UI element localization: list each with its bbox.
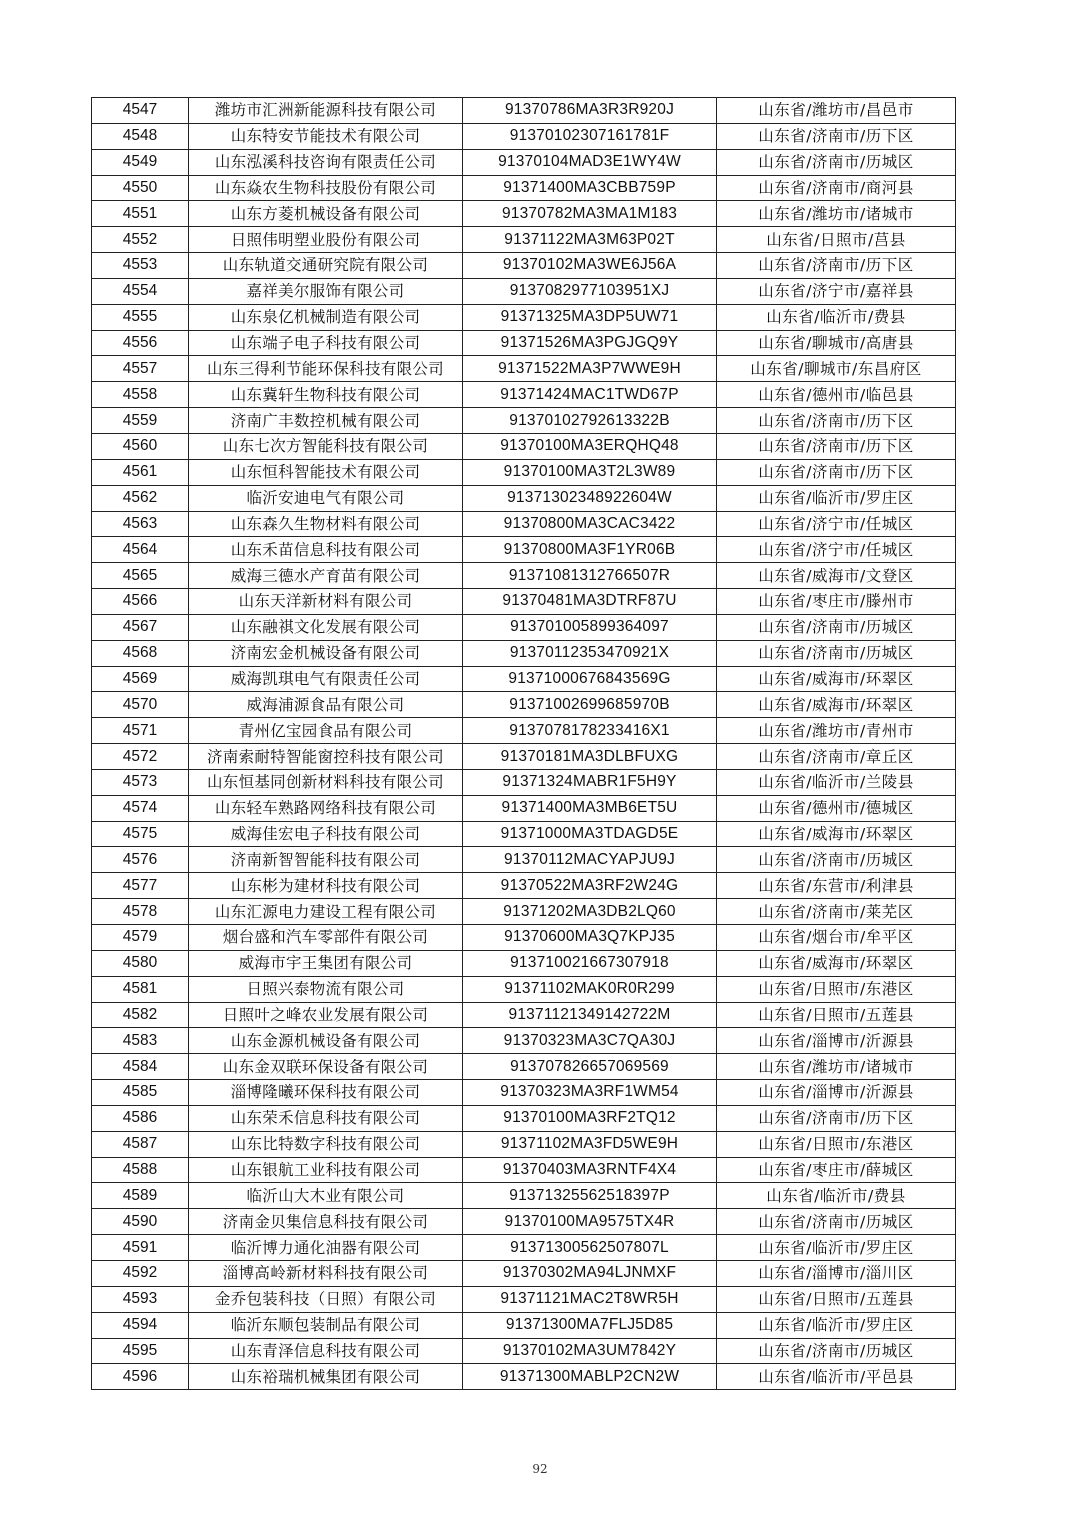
company-name-cell: 山东森久生物材料有限公司 [189,511,463,537]
region-cell: 山东省/聊城市/高唐县 [717,330,956,356]
company-name-cell: 临沂安迪电气有限公司 [189,485,463,511]
region-cell: 山东省/临沂市/平邑县 [717,1364,956,1390]
credit-code-cell: 91371000MA3TDAGD5E [463,821,717,847]
region-cell: 山东省/济南市/商河县 [717,175,956,201]
company-name-cell: 山东汇源电力建设工程有限公司 [189,899,463,925]
row-number-cell: 4587 [92,1131,189,1157]
row-number-cell: 4582 [92,1002,189,1028]
credit-code-cell: 91370102792613322B [463,408,717,434]
company-name-cell: 日照兴泰物流有限公司 [189,976,463,1002]
row-number-cell: 4581 [92,976,189,1002]
table-row [92,976,956,1002]
credit-code-cell: 91370403MA3RNTF4X4 [463,1157,717,1183]
region-cell: 山东省/临沂市/罗庄区 [717,485,956,511]
region-cell: 山东省/济南市/历城区 [717,149,956,175]
credit-code-cell: 91371300562507807L [463,1235,717,1261]
row-number-cell: 4568 [92,640,189,666]
company-name-cell: 山东融祺文化发展有限公司 [189,614,463,640]
table-row [92,563,956,589]
credit-code-cell: 91371300MABLP2CN2W [463,1364,717,1390]
row-number-cell: 4566 [92,589,189,615]
credit-code-cell: 91371400MA3MB6ET5U [463,795,717,821]
company-name-cell: 威海三德水产育苗有限公司 [189,563,463,589]
credit-code-cell: 91370481MA3DTRF87U [463,589,717,615]
company-name-cell: 济南金贝集信息科技有限公司 [189,1209,463,1235]
credit-code-cell: 91370100MA3RF2TQ12 [463,1105,717,1131]
company-name-cell: 日照叶之峰农业发展有限公司 [189,1002,463,1028]
region-cell: 山东省/日照市/东港区 [717,1131,956,1157]
row-number-cell: 4596 [92,1364,189,1390]
table-row [92,925,956,951]
company-name-cell: 潍坊市汇洲新能源科技有限公司 [189,98,463,124]
table-row [92,950,956,976]
table-row [92,201,956,227]
table-row [92,1338,956,1364]
company-name-cell: 山东恒科智能技术有限公司 [189,459,463,485]
credit-code-cell: 91371081312766507R [463,563,717,589]
company-name-cell: 山东泉亿机械制造有限公司 [189,304,463,330]
region-cell: 山东省/济南市/历下区 [717,1105,956,1131]
row-number-cell: 4554 [92,278,189,304]
table-row [92,1312,956,1338]
credit-code-cell: 91370800MA3F1YR06B [463,537,717,563]
table-row [92,847,956,873]
row-number-cell: 4551 [92,201,189,227]
region-cell: 山东省/济南市/历下区 [717,408,956,434]
row-number-cell: 4548 [92,123,189,149]
table-row [92,614,956,640]
credit-code-cell: 91370323MA3C7QA30J [463,1028,717,1054]
row-number-cell: 4570 [92,692,189,718]
table-row [92,485,956,511]
credit-code-cell: 91370112MACYAPJU9J [463,847,717,873]
region-cell: 山东省/威海市/环翠区 [717,666,956,692]
row-number-cell: 4557 [92,356,189,382]
table-row [92,1235,956,1261]
credit-code-cell: 91370104MAD3E1WY4W [463,149,717,175]
region-cell: 山东省/济南市/历城区 [717,1338,956,1364]
company-name-cell: 山东七次方智能科技有限公司 [189,433,463,459]
credit-code-cell: 91371102MAK0R0R299 [463,976,717,1002]
credit-code-cell: 91370522MA3RF2W24G [463,873,717,899]
row-number-cell: 4560 [92,433,189,459]
credit-code-cell: 913707826657069569 [463,1054,717,1080]
company-name-cell: 山东泓溪科技咨询有限责任公司 [189,149,463,175]
credit-code-cell: 91370100MA9575TX4R [463,1209,717,1235]
region-cell: 山东省/济南市/历下区 [717,459,956,485]
row-number-cell: 4588 [92,1157,189,1183]
row-number-cell: 4580 [92,950,189,976]
region-cell: 山东省/济南市/历下区 [717,433,956,459]
region-cell: 山东省/临沂市/费县 [717,1183,956,1209]
company-name-cell: 山东荣禾信息科技有限公司 [189,1105,463,1131]
row-number-cell: 4571 [92,718,189,744]
company-name-cell: 山东冀轩生物科技有限公司 [189,382,463,408]
credit-code-cell: 91370102MA3UM7842Y [463,1338,717,1364]
table-row [92,227,956,253]
company-name-cell: 山东焱农生物科技股份有限公司 [189,175,463,201]
table-row [92,330,956,356]
credit-code-cell: 91370600MA3Q7KPJ35 [463,925,717,951]
region-cell: 山东省/临沂市/罗庄区 [717,1235,956,1261]
credit-code-cell: 91370786MA3R3R920J [463,98,717,124]
table-row [92,769,956,795]
row-number-cell: 4569 [92,666,189,692]
credit-code-cell: 91371002699685970B [463,692,717,718]
credit-code-cell: 91371325MA3DP5UW71 [463,304,717,330]
company-name-cell: 山东裕瑞机械集团有限公司 [189,1364,463,1390]
region-cell: 山东省/潍坊市/青州市 [717,718,956,744]
company-name-cell: 金乔包装科技（日照）有限公司 [189,1286,463,1312]
company-name-cell: 山东青泽信息科技有限公司 [189,1338,463,1364]
company-name-cell: 山东恒基同创新材料科技有限公司 [189,769,463,795]
row-number-cell: 4559 [92,408,189,434]
credit-code-cell: 91371202MA3DB2LQ60 [463,899,717,925]
row-number-cell: 4550 [92,175,189,201]
credit-code-cell: 913710021667307918 [463,950,717,976]
row-number-cell: 4572 [92,744,189,770]
table-row [92,1286,956,1312]
region-cell: 山东省/济宁市/任城区 [717,511,956,537]
company-name-cell: 山东禾苗信息科技有限公司 [189,537,463,563]
company-name-cell: 烟台盛和汽车零部件有限公司 [189,925,463,951]
region-cell: 山东省/济南市/莱芜区 [717,899,956,925]
credit-code-cell: 91370100MA3ERQHQ48 [463,433,717,459]
region-cell: 山东省/德州市/临邑县 [717,382,956,408]
row-number-cell: 4563 [92,511,189,537]
row-number-cell: 4555 [92,304,189,330]
region-cell: 山东省/潍坊市/诸城市 [717,201,956,227]
company-name-cell: 山东方菱机械设备有限公司 [189,201,463,227]
table-row [92,408,956,434]
row-number-cell: 4585 [92,1080,189,1106]
table-row [92,744,956,770]
region-cell: 山东省/德州市/德城区 [717,795,956,821]
credit-code-cell: 91371400MA3CBB759P [463,175,717,201]
company-name-cell: 威海市宇王集团有限公司 [189,950,463,976]
credit-code-cell: 913701005899364097 [463,614,717,640]
region-cell: 山东省/日照市/东港区 [717,976,956,1002]
table-row [92,253,956,279]
table-row [92,1209,956,1235]
table-row [92,123,956,149]
region-cell: 山东省/聊城市/东昌府区 [717,356,956,382]
credit-code-cell: 91371302348922604W [463,485,717,511]
credit-code-cell: 9137078178233416X1 [463,718,717,744]
table-row [92,1183,956,1209]
region-cell: 山东省/威海市/环翠区 [717,950,956,976]
table-row [92,1080,956,1106]
region-cell: 山东省/济南市/历城区 [717,847,956,873]
region-cell: 山东省/济宁市/任城区 [717,537,956,563]
table-row [92,382,956,408]
region-cell: 山东省/济南市/章丘区 [717,744,956,770]
table-body [92,98,956,1390]
company-name-cell: 济南索耐特智能窗控科技有限公司 [189,744,463,770]
row-number-cell: 4579 [92,925,189,951]
row-number-cell: 4549 [92,149,189,175]
company-name-cell: 临沂博力通化油器有限公司 [189,1235,463,1261]
credit-code-cell: 91370181MA3DLBFUXG [463,744,717,770]
row-number-cell: 4590 [92,1209,189,1235]
company-name-cell: 临沂山大木业有限公司 [189,1183,463,1209]
table-row [92,666,956,692]
table-row [92,1260,956,1286]
credit-code-cell: 9137082977103951XJ [463,278,717,304]
company-name-cell: 日照伟明塑业股份有限公司 [189,227,463,253]
table-row [92,899,956,925]
credit-code-cell: 91371324MABR1F5H9Y [463,769,717,795]
row-number-cell: 4565 [92,563,189,589]
credit-code-cell: 91370302MA94LJNMXF [463,1260,717,1286]
region-cell: 山东省/济南市/历城区 [717,1209,956,1235]
row-number-cell: 4595 [92,1338,189,1364]
credit-code-cell: 91370100MA3T2L3W89 [463,459,717,485]
table-row [92,304,956,330]
row-number-cell: 4567 [92,614,189,640]
region-cell: 山东省/济南市/历城区 [717,614,956,640]
table-row [92,1054,956,1080]
company-name-cell: 山东特安节能技术有限公司 [189,123,463,149]
region-cell: 山东省/日照市/五莲县 [717,1286,956,1312]
row-number-cell: 4594 [92,1312,189,1338]
table-row [92,1157,956,1183]
region-cell: 山东省/枣庄市/滕州市 [717,589,956,615]
table-row [92,873,956,899]
credit-code-cell: 91370782MA3MA1M183 [463,201,717,227]
company-name-cell: 威海佳宏电子科技有限公司 [189,821,463,847]
company-name-cell: 济南广丰数控机械有限公司 [189,408,463,434]
company-name-cell: 青州亿宝园食品有限公司 [189,718,463,744]
company-name-cell: 山东彬为建材科技有限公司 [189,873,463,899]
region-cell: 山东省/枣庄市/薛城区 [717,1157,956,1183]
company-name-cell: 威海浦源食品有限公司 [189,692,463,718]
row-number-cell: 4574 [92,795,189,821]
credit-code-cell: 91370102307161781F [463,123,717,149]
row-number-cell: 4577 [92,873,189,899]
region-cell: 山东省/威海市/环翠区 [717,692,956,718]
region-cell: 山东省/潍坊市/昌邑市 [717,98,956,124]
region-cell: 山东省/东营市/利津县 [717,873,956,899]
table-row [92,1002,956,1028]
company-name-cell: 威海凯琪电气有限责任公司 [189,666,463,692]
credit-code-cell: 91371526MA3PGJGQ9Y [463,330,717,356]
company-name-cell: 山东银航工业科技有限公司 [189,1157,463,1183]
region-cell: 山东省/临沂市/兰陵县 [717,769,956,795]
credit-code-cell: 91371000676843569G [463,666,717,692]
row-number-cell: 4556 [92,330,189,356]
region-cell: 山东省/淄博市/淄川区 [717,1260,956,1286]
company-table [91,97,956,1390]
credit-code-cell: 91371121349142722M [463,1002,717,1028]
row-number-cell: 4552 [92,227,189,253]
table-row [92,1028,956,1054]
region-cell: 山东省/日照市/五莲县 [717,1002,956,1028]
table-row [92,1105,956,1131]
table-row [92,692,956,718]
region-cell: 山东省/济南市/历城区 [717,640,956,666]
credit-code-cell: 91371122MA3M63P02T [463,227,717,253]
company-name-cell: 嘉祥美尔服饰有限公司 [189,278,463,304]
region-cell: 山东省/临沂市/罗庄区 [717,1312,956,1338]
company-name-cell: 山东金源机械设备有限公司 [189,1028,463,1054]
company-name-cell: 山东轨道交通研究院有限公司 [189,253,463,279]
region-cell: 山东省/济南市/历下区 [717,123,956,149]
credit-code-cell: 91371424MAC1TWD67P [463,382,717,408]
company-name-cell: 淄博高岭新材料科技有限公司 [189,1260,463,1286]
row-number-cell: 4591 [92,1235,189,1261]
table-row [92,795,956,821]
row-number-cell: 4586 [92,1105,189,1131]
company-name-cell: 济南新智智能科技有限公司 [189,847,463,873]
region-cell: 山东省/潍坊市/诸城市 [717,1054,956,1080]
table-row [92,511,956,537]
credit-code-cell: 91371300MA7FLJ5D85 [463,1312,717,1338]
region-cell: 山东省/烟台市/牟平区 [717,925,956,951]
row-number-cell: 4564 [92,537,189,563]
row-number-cell: 4561 [92,459,189,485]
table-row [92,718,956,744]
region-cell: 山东省/淄博市/沂源县 [717,1028,956,1054]
region-cell: 山东省/威海市/文登区 [717,563,956,589]
table-row [92,149,956,175]
table-row [92,356,956,382]
region-cell: 山东省/日照市/莒县 [717,227,956,253]
row-number-cell: 4584 [92,1054,189,1080]
credit-code-cell: 91370800MA3CAC3422 [463,511,717,537]
credit-code-cell: 91370323MA3RF1WM54 [463,1080,717,1106]
row-number-cell: 4562 [92,485,189,511]
region-cell: 山东省/济宁市/嘉祥县 [717,278,956,304]
company-name-cell: 山东比特数字科技有限公司 [189,1131,463,1157]
row-number-cell: 4592 [92,1260,189,1286]
company-name-cell: 临沂东顺包装制品有限公司 [189,1312,463,1338]
credit-code-cell: 91371325562518397P [463,1183,717,1209]
row-number-cell: 4593 [92,1286,189,1312]
credit-code-cell: 91371121MAC2T8WR5H [463,1286,717,1312]
company-name-cell: 山东端子电子科技有限公司 [189,330,463,356]
credit-code-cell: 91370102MA3WE6J56A [463,253,717,279]
table-row [92,1364,956,1390]
table-row [92,459,956,485]
table-row [92,278,956,304]
company-name-cell: 山东天洋新材料有限公司 [189,589,463,615]
row-number-cell: 4575 [92,821,189,847]
company-name-cell: 山东金双联环保设备有限公司 [189,1054,463,1080]
table-row [92,98,956,124]
company-name-cell: 济南宏金机械设备有限公司 [189,640,463,666]
table-row [92,640,956,666]
table-row [92,821,956,847]
page-number: 92 [532,1462,548,1476]
table-row [92,1131,956,1157]
table-row [92,175,956,201]
credit-code-cell: 91371522MA3P7WWE9H [463,356,717,382]
row-number-cell: 4553 [92,253,189,279]
table-row [92,433,956,459]
table-row [92,589,956,615]
credit-code-cell: 91371102MA3FD5WE9H [463,1131,717,1157]
company-name-cell: 山东三得利节能环保科技有限公司 [189,356,463,382]
company-name-cell: 淄博隆曦环保科技有限公司 [189,1080,463,1106]
region-cell: 山东省/济南市/历下区 [717,253,956,279]
row-number-cell: 4589 [92,1183,189,1209]
row-number-cell: 4578 [92,899,189,925]
region-cell: 山东省/淄博市/沂源县 [717,1080,956,1106]
table-row [92,537,956,563]
row-number-cell: 4576 [92,847,189,873]
region-cell: 山东省/临沂市/费县 [717,304,956,330]
company-name-cell: 山东轻车熟路网络科技有限公司 [189,795,463,821]
row-number-cell: 4573 [92,769,189,795]
row-number-cell: 4583 [92,1028,189,1054]
row-number-cell: 4558 [92,382,189,408]
row-number-cell: 4547 [92,98,189,124]
region-cell: 山东省/威海市/环翠区 [717,821,956,847]
credit-code-cell: 91370112353470921X [463,640,717,666]
